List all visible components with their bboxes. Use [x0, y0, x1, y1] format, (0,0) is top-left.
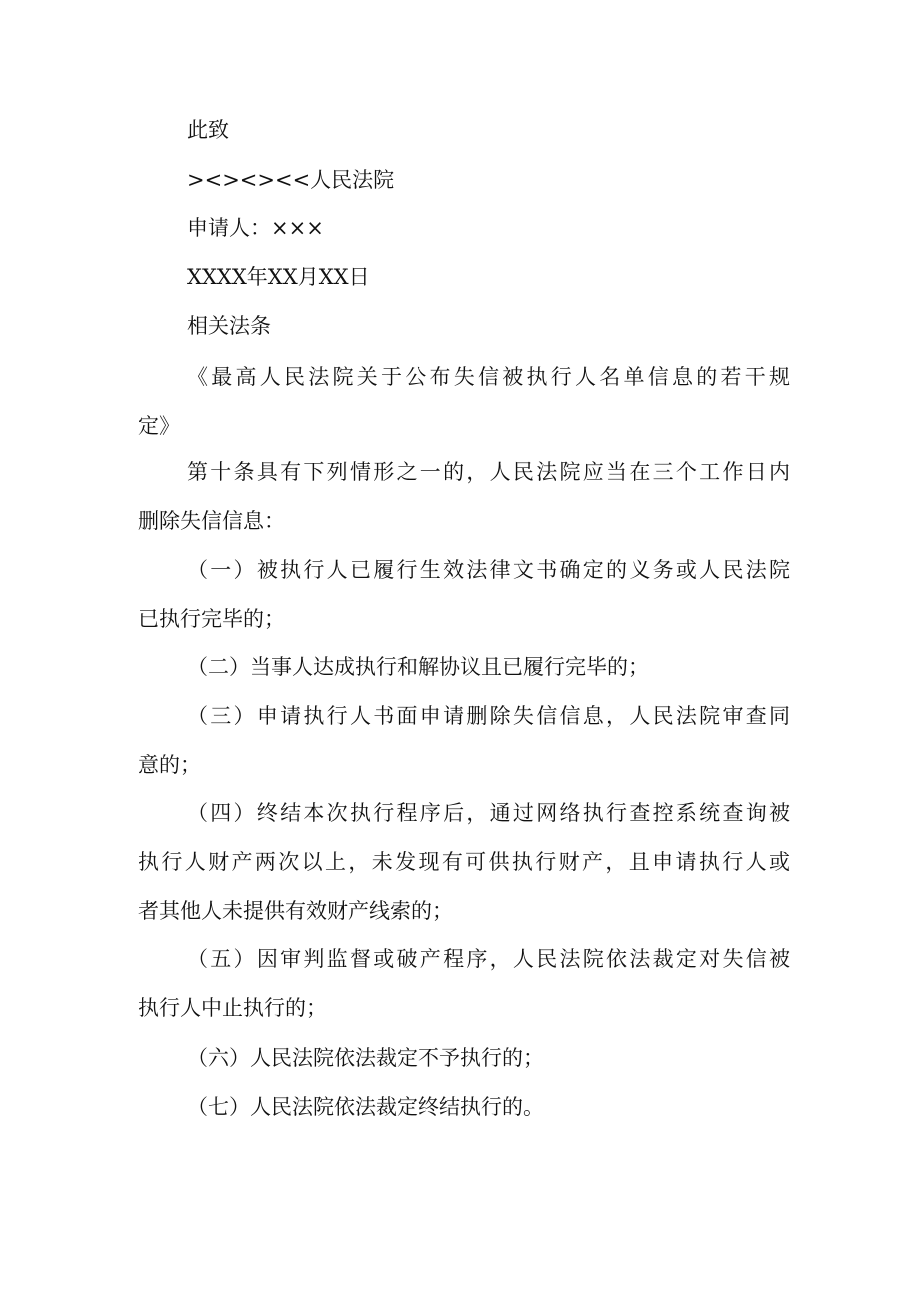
item-6: （六）人民法院依法裁定不予执行的； — [187, 1046, 544, 1070]
item-5-line1: （五）因审判监督或破产程序，人民法院依法裁定对失信被 — [187, 947, 790, 971]
applicant-line: 申请人：××× — [187, 216, 324, 240]
item-4-line3: 者其他人未提供有效财产线索的； — [138, 899, 453, 923]
article-ten-line2: 删除失信信息： — [138, 509, 285, 533]
court-name: ><><><<人民法院 — [187, 168, 395, 192]
item-7: （七）人民法院依法裁定终结执行的。 — [187, 1095, 544, 1119]
law-heading: 相关法条 — [187, 314, 271, 338]
item-3-line1: （三）申请执行人书面申请删除失信信息，人民法院审查同 — [187, 704, 790, 728]
item-4-line2: 执行人财产两次以上，未发现有可供执行财产，且申请执行人或 — [138, 850, 790, 874]
item-4-line1: （四）终结本次执行程序后，通过网络执行查控系统查询被 — [187, 801, 790, 825]
regulation-title-line2: 定》 — [138, 414, 180, 438]
item-4 — [138, 789, 790, 936]
item-1 — [138, 546, 790, 644]
article-ten-line1: 第十条具有下列情形之一的，人民法院应当在三个工作日内 — [187, 460, 790, 484]
item-1-line1: （一）被执行人已履行生效法律文书确定的义务或人民法院 — [187, 558, 790, 582]
date-line: XXXX年XX月XX日 — [187, 265, 370, 289]
item-2: （二）当事人达成执行和解协议且已履行完毕的； — [187, 655, 649, 679]
regulation-title-line1: 《最高人民法院关于公布失信被执行人名单信息的若干规 — [187, 365, 790, 389]
item-3-line2: 意的； — [138, 753, 201, 777]
regulation-title — [138, 353, 790, 451]
article-ten — [138, 448, 790, 546]
item-1-line2: 已执行完毕的； — [138, 607, 285, 631]
item-5-line2: 执行人中止执行的； — [138, 996, 327, 1020]
item-5 — [138, 935, 790, 1033]
item-3 — [138, 692, 790, 790]
salutation: 此致 — [187, 118, 229, 142]
